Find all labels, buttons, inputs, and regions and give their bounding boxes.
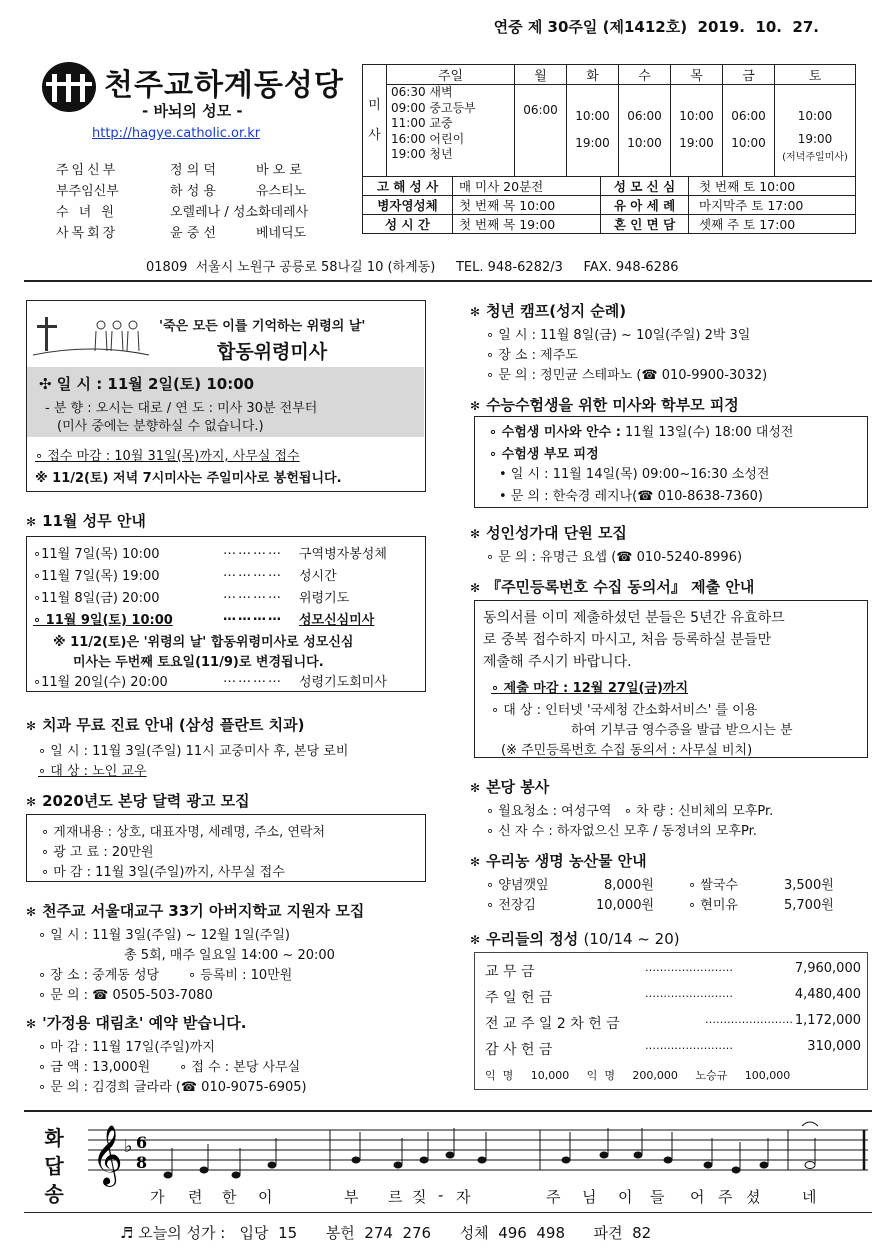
todays-hymns: ♬ 오늘의 성가 : 입당 15 봉헌 274 276 성체 496 498 파견 82 [120, 1224, 652, 1242]
mass-schedule-table: 미 사 주일 월 화 수 목 금 토 06:30 새벽 09:00 중고등부 11:00 교중 16:00 어린이 19:00 청년 06:00 10:00 19:00 06:00 10:00 10:00 19:00 06:00 10:00 10:00 19:00 (저녁주일미사) [362, 64, 856, 177]
list-item-dots: ………… [223, 587, 283, 602]
resident-deadline: ∘ 제출 마감 : 12월 27일(금)까지 [491, 681, 689, 696]
calendar-ad-content: ∘ 게재내용 : 상호, 대표자명, 세례명, 주소, 연락처 [41, 825, 326, 840]
dental-when: ∘ 일 시 : 11월 3일(주일) 11시 교중미사 후, 본당 로비 [38, 744, 349, 759]
farm-heading: ✻ 우리농 생명 농산물 안내 [470, 852, 647, 870]
lyric-syllable: 주 [718, 1188, 733, 1206]
exam-retreat-contact: • 문 의 : 한숙경 레지나(☎ 010-8638-7360) [499, 489, 764, 504]
parish-subtitle: - 바뇌의 성모 - [142, 102, 243, 120]
offering-amount: 1,172,000 [794, 1013, 861, 1028]
offering-label: 감 사 헌 금 [485, 1042, 553, 1058]
advent-contact: ∘ 문 의 : 김경희 글라라 (☎ 010-9075-6905) [38, 1080, 307, 1095]
youth-camp-place: ∘ 장 소 : 제주도 [486, 348, 578, 363]
youth-camp-heading: ✻ 청년 캠프(성지 순례) [470, 302, 627, 320]
choir-heading: ✻ 성인성가대 단원 모집 [470, 524, 627, 542]
svg-text:𝄞: 𝄞 [92, 1125, 123, 1185]
exam-box [474, 416, 868, 508]
parish-url[interactable]: http://hagye.catholic.or.kr [92, 126, 261, 141]
parish-logo [40, 60, 98, 114]
calendar-ad-heading: ✻ 2020년도 본당 달력 광고 모집 [26, 792, 250, 810]
offering-label: 주 일 헌 금 [485, 990, 553, 1006]
list-item: ∘11월 8일(금) 20:00 [33, 591, 160, 606]
calendar-ad-deadline: ∘ 마 감 : 11월 3일(주일)까지, 사무실 접수 [41, 865, 285, 880]
memorial-subtitle: '죽은 모든 이를 기억하는 위령의 날' [159, 319, 366, 334]
november-note: ※ 11/2(토)은 '위령의 날' 합동위령미사로 성모신심 [53, 635, 354, 650]
list-item-price: 10,000원 [596, 898, 655, 913]
exam-retreat-when: • 일 시 : 11월 14일(목) 09:00~16:30 소성전 [499, 467, 770, 482]
list-item-event: 위령기도 [299, 591, 350, 606]
staff-row: 수 녀 원 오렐레나 / 성소화데레사 [56, 205, 309, 220]
issue-info: 연중 제 30주일 (제1412호) 2019. 10. 27. [493, 18, 819, 36]
november-box [26, 536, 426, 692]
choir-contact: ∘ 문 의 : 유명근 요셉 (☎ 010-5240-8996) [486, 550, 743, 565]
calendar-ad-box [26, 814, 426, 882]
resident-text: 제출해 주시기 바랍니다. [483, 654, 632, 670]
list-item-price: 8,000원 [604, 878, 654, 893]
lyric-syllable: 부 [344, 1188, 359, 1206]
resident-note: (※ 주민등록번호 수집 동의서 : 사무실 비치) [501, 743, 753, 758]
psalm-divider [24, 1110, 872, 1112]
psalm-staff [88, 1120, 870, 1185]
list-item: ∘11월 7일(목) 10:00 [33, 547, 160, 562]
resident-box [474, 600, 868, 758]
lyric-syllable: 주 [546, 1188, 561, 1206]
exam-retreat: ∘ 수험생 부모 피정 [489, 447, 599, 462]
list-item: ∘ 양념깻잎 [486, 878, 549, 893]
memorial-incense: - 분 향 : 오시는 대로 / 연 도 : 미사 30분 전부터 [45, 401, 318, 416]
exam-heading: ✻ 수능수험생을 위한 미사와 학부모 피정 [470, 396, 739, 414]
lyric-syllable: 이 [258, 1188, 273, 1206]
offering-amount: 310,000 [807, 1039, 861, 1054]
offering-label: 전 교 주 일 2 차 헌 금 [485, 1016, 620, 1032]
father-school-when: ∘ 일 시 : 11월 3일(주일) ~ 12월 1일(주일) [38, 928, 290, 943]
list-item-dots: ………… [223, 609, 283, 624]
offering-donors: 익 명 10,000 익 명 200,000 노승규 100,000 [485, 1069, 791, 1082]
offering-amount: 7,960,000 [794, 961, 861, 976]
father-school-sessions: 총 5회, 매주 일요일 14:00 ~ 20:00 [124, 948, 335, 963]
dental-heading: ✻ 치과 무료 진료 안내 (삼성 플란트 치과) [26, 716, 305, 734]
list-item-dots: ………… [223, 543, 283, 558]
resident-heading: ✻ 『주민등록번호 수집 동의서』 제출 안내 [470, 578, 755, 596]
sacrament-table: 고 해 성 사 매 미사 20분전 성 모 신 심 첫 번째 토 10:00 병자영성체 첫 번째 목 10:00 유 아 세 례 마지막주 토 17:00 성 시 간 첫 번째 목 19:00 혼 인 면 담 셋째 주 토 17:00 [362, 176, 856, 234]
hymns-divider [24, 1212, 872, 1213]
offering-heading: ✻ 우리들의 정성 (10/14 ~ 20) [470, 930, 680, 948]
list-item-price: 5,700원 [784, 898, 834, 913]
resident-target-2: 하여 기부금 영수증을 발급 받으시는 분 [571, 723, 793, 738]
calendar-ad-fee: ∘ 광 고 료 : 20만원 [41, 845, 154, 860]
offering-amount: 4,480,400 [794, 987, 861, 1002]
list-item-event: 성령기도회미사 [299, 675, 387, 690]
advent-heading: ✻ '가정용 대림초' 예약 받습니다. [26, 1014, 247, 1032]
list-item-event: 구역병자봉성체 [299, 547, 387, 562]
list-item: ∘11월 7일(목) 19:00 [33, 569, 160, 584]
list-item: ∘ 11월 9일(토) 10:00 [33, 613, 173, 628]
list-item: ∘11월 20일(수) 20:00 [33, 675, 168, 690]
resident-text: 로 중복 접수하지 마시고, 처음 등록하실 분들만 [483, 632, 772, 648]
service-heading: ✻ 본당 봉사 [470, 778, 550, 796]
header-divider [24, 280, 872, 282]
advent-deadline: ∘ 마 감 : 11월 17일(주일)까지 [38, 1040, 215, 1055]
offering-dots: …………………… [645, 1039, 733, 1052]
lyric-syllable: 가 [150, 1188, 165, 1206]
memorial-title: 합동위령미사 [217, 341, 328, 363]
memorial-deadline: ∘ 접수 마감 : 10월 31일(목)까지, 사무실 접수 [35, 449, 300, 464]
memorial-note: ※ 11/2(토) 저녁 7시미사는 주일미사로 봉헌됩니다. [35, 471, 342, 486]
lyric-syllable: 들 [650, 1188, 665, 1206]
staff-list [56, 158, 308, 242]
youth-camp-when: ∘ 일 시 : 11월 8일(금) ~ 10일(주일) 2박 3일 [486, 328, 751, 343]
offering-dots: …………………… [705, 1013, 793, 1026]
list-item-event: 성모신심미사 [299, 613, 375, 628]
youth-camp-contact: ∘ 문 의 : 정민균 스테파노 (☎ 010-9900-3032) [486, 368, 768, 383]
list-item-dots: ………… [223, 671, 283, 686]
lyric-syllable: 한 [222, 1188, 237, 1206]
resident-target: ∘ 대 상 : 인터넷 '국세청 간소화서비스' 를 이용 [491, 703, 758, 718]
list-item-dots: ………… [223, 565, 283, 580]
parish-address: 01809 서울시 노원구 공릉로 58나길 10 (하계동) TEL. 948-6282/3 FAX. 948-6286 [146, 260, 679, 275]
service-count: ∘ 신 자 수 : 하자없으신 모후 / 동정녀의 모후Pr. [486, 824, 757, 839]
november-heading: ✻ 11월 성무 안내 [26, 512, 146, 530]
offering-dots: …………………… [645, 987, 733, 1000]
parish-name: 천주교하계동성당 [104, 68, 344, 103]
offering-box [474, 952, 868, 1090]
svg-text:♭: ♭ [124, 1136, 133, 1157]
cross-graveyard-icon [31, 307, 151, 359]
memorial-when: ✣ 일 시 : 11월 2일(토) 10:00 [39, 375, 255, 393]
svg-text:8: 8 [136, 1153, 148, 1172]
offering-label: 교 무 금 [485, 964, 535, 980]
exam-mass: ∘ 수험생 미사와 안수 : 11월 13일(수) 18:00 대성전 [489, 425, 794, 440]
lyric-syllable: 르 [388, 1188, 403, 1206]
list-item: ∘ 전장김 [486, 898, 536, 913]
father-school-place: ∘ 장 소 : 중계동 성당 ∘ 등록비 : 10만원 [38, 968, 293, 983]
staff-row: 주임신부 정 의 덕 바 오 로 [56, 163, 302, 178]
list-item-price: 3,500원 [784, 878, 834, 893]
service-cleaning: ∘ 월요청소 : 여성구역 ∘ 차 량 : 신비체의 모후Pr. [486, 804, 774, 819]
staff-row: 사목회장 윤 중 선 베네딕도 [56, 226, 307, 241]
list-item-event: 성시간 [299, 569, 337, 584]
resident-text: 동의서를 이미 제출하셨던 분들은 5년간 유효하므 [483, 610, 785, 626]
lyric-syllable: 짖 [412, 1188, 427, 1206]
father-school-heading: ✻ 천주교 서울대교구 33기 아버지학교 지원자 모집 [26, 902, 365, 920]
dental-target: ∘ 대 상 : 노인 교우 [38, 764, 147, 779]
list-item: ∘ 쌀국수 [688, 878, 738, 893]
lyric-syllable: 련 [188, 1188, 203, 1206]
svg-text:6: 6 [136, 1133, 148, 1152]
memorial-incense-note: (미사 중에는 분향하실 수 없습니다.) [57, 419, 264, 434]
november-note-2: 미사는 두번째 토요일(11/9)로 변경됩니다. [73, 655, 324, 670]
advent-price: ∘ 금 액 : 13,000원 ∘ 접 수 : 본당 사무실 [38, 1060, 301, 1075]
psalm-label: 화 답 송 [44, 1126, 64, 1206]
lyric-syllable: - [438, 1186, 444, 1204]
lyric-syllable: 이 [618, 1188, 633, 1206]
lyric-syllable: 어 [690, 1188, 705, 1206]
father-school-contact: ∘ 문 의 : ☎ 0505-503-7080 [38, 988, 213, 1003]
lyric-syllable: 님 [582, 1188, 597, 1206]
memorial-mass-box [26, 300, 426, 492]
lyric-syllable: 네 [802, 1188, 817, 1206]
staff-row: 부주임신부 하 성 용 유스티노 [56, 184, 307, 199]
lyric-syllable: 셨 [746, 1188, 761, 1206]
offering-dots: …………………… [645, 961, 733, 974]
lyric-syllable: 자 [456, 1188, 471, 1206]
list-item: ∘ 현미유 [688, 898, 738, 913]
